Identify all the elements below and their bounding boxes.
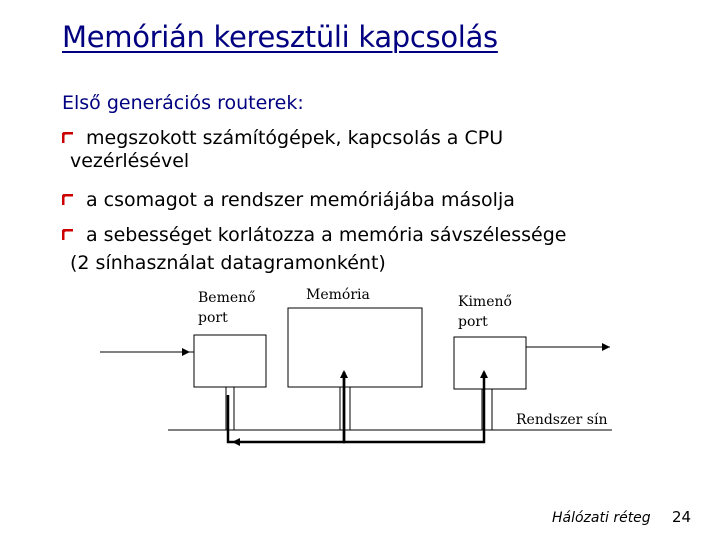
lead-text: Első generációs routerek:	[62, 92, 304, 114]
bus-arrow	[232, 438, 240, 446]
output-arrow	[602, 343, 610, 351]
bullet-text: a sebességet korlátozza a memória sávszélessége	[86, 224, 567, 246]
output-port-label: Kimenő port	[458, 294, 512, 330]
page-number: 24	[672, 508, 692, 526]
path-input-to-memory	[228, 372, 344, 442]
bullet-continuation: (2 sínhasználat datagramonként)	[70, 252, 386, 274]
input-port-label: Bemenő port	[198, 290, 256, 326]
footer-section: Hálózati réteg	[552, 510, 651, 526]
input-port-box	[194, 335, 266, 387]
bullet-continuation: vezérlésével	[70, 150, 190, 172]
system-bus-label: Rendszer sín	[516, 412, 608, 428]
bullet-text: a csomagot a rendszer memóriájába másolja	[86, 189, 515, 211]
memory-label: Memória	[306, 287, 370, 303]
memory-box	[288, 308, 422, 387]
path-memory-to-output	[344, 372, 484, 442]
input-arrow	[182, 348, 190, 356]
slide-title: Memórián keresztüli kapcsolás	[62, 20, 498, 54]
bullet-text: megszokott számítógépek, kapcsolás a CPU	[86, 127, 504, 149]
output-port-box	[454, 337, 526, 389]
